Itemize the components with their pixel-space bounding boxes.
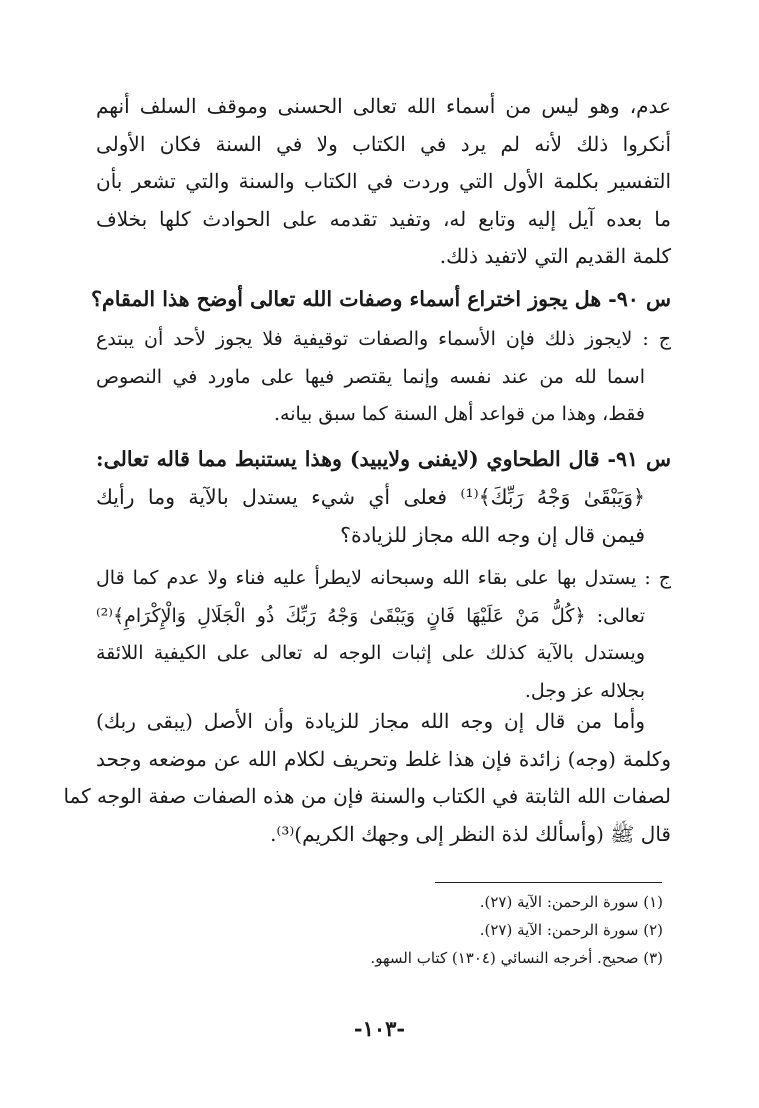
answer-91 (96, 560, 671, 710)
paragraph-intro (96, 88, 671, 276)
paragraph-conclusion (63, 703, 671, 853)
question-heading: س ٩٠- هل يجوز اختراع أسماء وصفات الله تعالى أوضح هذا المقام؟ (91, 287, 671, 311)
question-line: ﴿وَيَبْقَىٰ وَجْهُ رَبِّكَ﴾⁽¹⁾ فعلى أي شيء يستدل بالآية وما رأيك (96, 485, 645, 509)
question-heading: س ٩١- قال الطحاوي (لايفنى ولايبيد) وهذا يستنبط مما قاله تعالى: (96, 447, 671, 471)
answer-line: ج : يستدل بها على بقاء الله وسبحانه لايطرأ عليه فناء ولا عدم كما قال (96, 567, 671, 589)
question-90 (91, 280, 671, 318)
footnote-3: (٣) صحيح. أخرجه النسائي (١٣٠٤) كتاب السهو. (370, 949, 663, 967)
answer-line: اسما لله من عند نفسه وإنما يقتصر فيها على ماورد في النصوص (96, 365, 645, 388)
footnote-1: (١) سورة الرحمن: الآية (٢٧). (479, 893, 663, 911)
text-line: أنكروا ذلك لأنه لم يرد في الكتاب ولا في السنة فكان الأولى (96, 131, 671, 156)
text-line: كلمة القديم التي لاتفيد ذلك. (439, 244, 671, 268)
footnote-2: (٢) سورة الرحمن: الآية (٢٧). (479, 921, 663, 939)
answer-line: بجلاله عز وجل. (524, 679, 645, 702)
question-line: فيمن قال إن وجه الله مجاز للزيادة؟ (340, 523, 645, 547)
text-line: التفسير بكلمة الأول التي وردت في الكتاب والسنة والتي تشعر بأن (96, 169, 671, 193)
answer-line: ج : لايجوز ذلك فإن الأسماء والصفات توقيفية فلا يجوز لأحد أن يبتدع (96, 328, 671, 350)
text-line: لصفات الله الثابتة في الكتاب والسنة فإن من هذه الصفات صفة الوجه كما (63, 784, 671, 808)
question-91 (96, 440, 671, 554)
answer-line: تعالى: ﴿كُلُّ مَنْ عَلَيْهَا فَانٍ وَيَبْقَىٰ وَجْهُ رَبِّكَ ذُو الْجَلَالِ وَالْإِكْرَامِ﴾⁽²⁾ (96, 604, 645, 627)
answer-line: ويستدل بالآية كذلك على إثبات الوجه له تعالى على الكيفية اللائقة (96, 642, 645, 664)
answer-line: فقط، وهذا من قواعد أهل السنة كما سبق بيانه. (273, 403, 645, 425)
text-line: ما بعده آيل إليه وتابع له، وتفيد تقدمه على الحوادث كلها بخلاف (96, 206, 671, 231)
answer-90 (96, 321, 671, 434)
footnote-divider (435, 882, 662, 883)
page-number: -١٠٣- (353, 1016, 406, 1041)
text-line: وأما من قال إن وجه الله مجاز للزيادة وأن الأصل (يبقى ربك) (96, 709, 645, 733)
text-line: وكلمة (وجه) زائدة فإن هذا غلط وتحريف لكلام الله عن موضعه وجحد (96, 746, 671, 771)
text-line: قال ﷺ (وأسألك لذة النظر إلى وجهك الكريم)⁽³⁾. (270, 821, 671, 846)
text-line: عدم، وهو ليس من أسماء الله تعالى الحسنى وموقف السلف أنهم (96, 94, 671, 118)
